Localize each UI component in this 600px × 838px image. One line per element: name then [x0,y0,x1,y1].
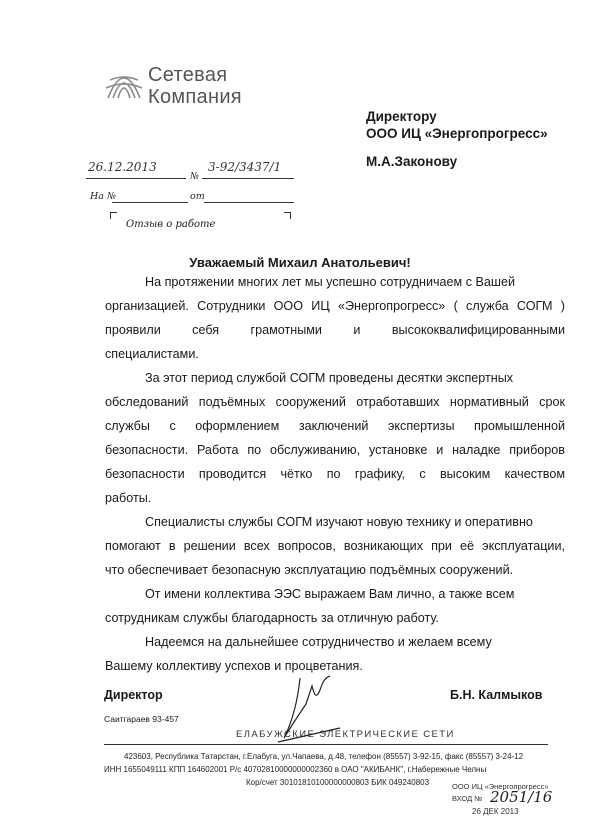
ref-from-label: от [190,191,205,202]
body-line: От имени коллектива ЭЭС выражаем Вам лично, а также всем [145,587,515,601]
body-line: На протяжении многих лет мы успешно сотрудничаем с Вашей [145,275,516,289]
logo-text-line1: Сетевая [148,64,228,86]
letter-date: 26.12.2013 [88,160,157,174]
footer-org-name: ЕЛАБУЖСКИЕ ЭЛЕКТРИЧЕСКИЕ СЕТИ [236,729,455,740]
body-line: службы с оформлением заключений экспертизы промышленной [105,419,565,433]
body-line: За этот период службой СОГМ проведены десятки экспертных [145,371,514,385]
footer-address: 423603, Республика Татарстан, г.Елабуга, ул.Чапаева, д.48, телефон (85557) 3-92-15, факс (85557) 3-24-12 [124,752,524,761]
subject-bracket-left [110,212,117,219]
footer-account: Кор/счет 30101810100000000803 БИК 049240803 [246,778,430,787]
body-line: работы. [105,491,152,505]
stamp-entry-label: ВХОД № [452,794,483,803]
number-underline [202,178,294,179]
footer-divider [104,744,548,745]
body-line: Специалисты службы СОГМ изучают новую технику и оперативно [145,515,533,529]
body-line: Надеемся на дальнейшее сотрудничество и желаем всему [145,635,492,649]
ref-label: На № [90,191,116,202]
body-line: безопасности проводится чётко по графику, с высоким качеством [105,467,565,481]
executor-info: Саитгараев 93-457 [104,714,179,724]
ref-from-underline [204,202,294,203]
date-underline [86,178,186,179]
greeting: Уважаемый Михаил Анатольевич! [189,255,411,270]
company-logo [104,62,274,112]
body-line: безопасности. Работа по обслуживанию, установке и наладке приборов [105,443,565,457]
body-line: обследований подъёмных сооружений отработавших нормативный срок [105,395,565,409]
incoming-stamp [450,782,570,822]
body-line: Вашему коллективу успехов и процветания. [105,659,363,673]
stamp-company: ООО ИЦ «Энергопрогресс» [452,782,549,791]
body-line: организацией. Сотрудники ООО ИЦ «Энергопрогресс» ( служба СОГМ ) [105,299,565,313]
body-line: проявили себя грамотными и высококвалифицированными [105,323,565,337]
body-line: сотрудникам службы благодарность за отличную работу. [105,611,439,625]
body-line: специалистами. [105,347,199,361]
number-label: № [190,171,199,182]
signatory-name: Б.Н. Калмыков [450,688,543,702]
addressee-name: М.А.Законову [366,154,458,169]
letter-number: 3-92/3437/1 [208,160,282,174]
subject-bracket-right [284,212,291,219]
stamp-date: 26 ДЕК 2013 [472,807,519,816]
footer-bank: ИНН 1655049111 КПП 164602001 Р/с 40702810000000002360 в ОАО "АКИБАНК", г.Набережные Челны [104,765,487,774]
logo-globe-icon [104,64,144,104]
ref-underline [112,202,188,203]
body-line: помогают в решении всех вопросов, возникающих при её эксплуатации, [105,539,565,553]
addressee-company: ООО ИЦ «Энергопрогресс» [366,126,548,141]
letter-subject: Отзыв о работе [126,219,216,230]
logo-text-line2: Компания [148,86,242,108]
addressee-position: Директору [366,109,437,124]
stamp-number: 2051/16 [490,788,553,806]
signature-title: Директор [104,688,163,702]
body-line: что обеспечивает безопасную эксплуатацию подъёмных сооружений. [105,563,514,577]
